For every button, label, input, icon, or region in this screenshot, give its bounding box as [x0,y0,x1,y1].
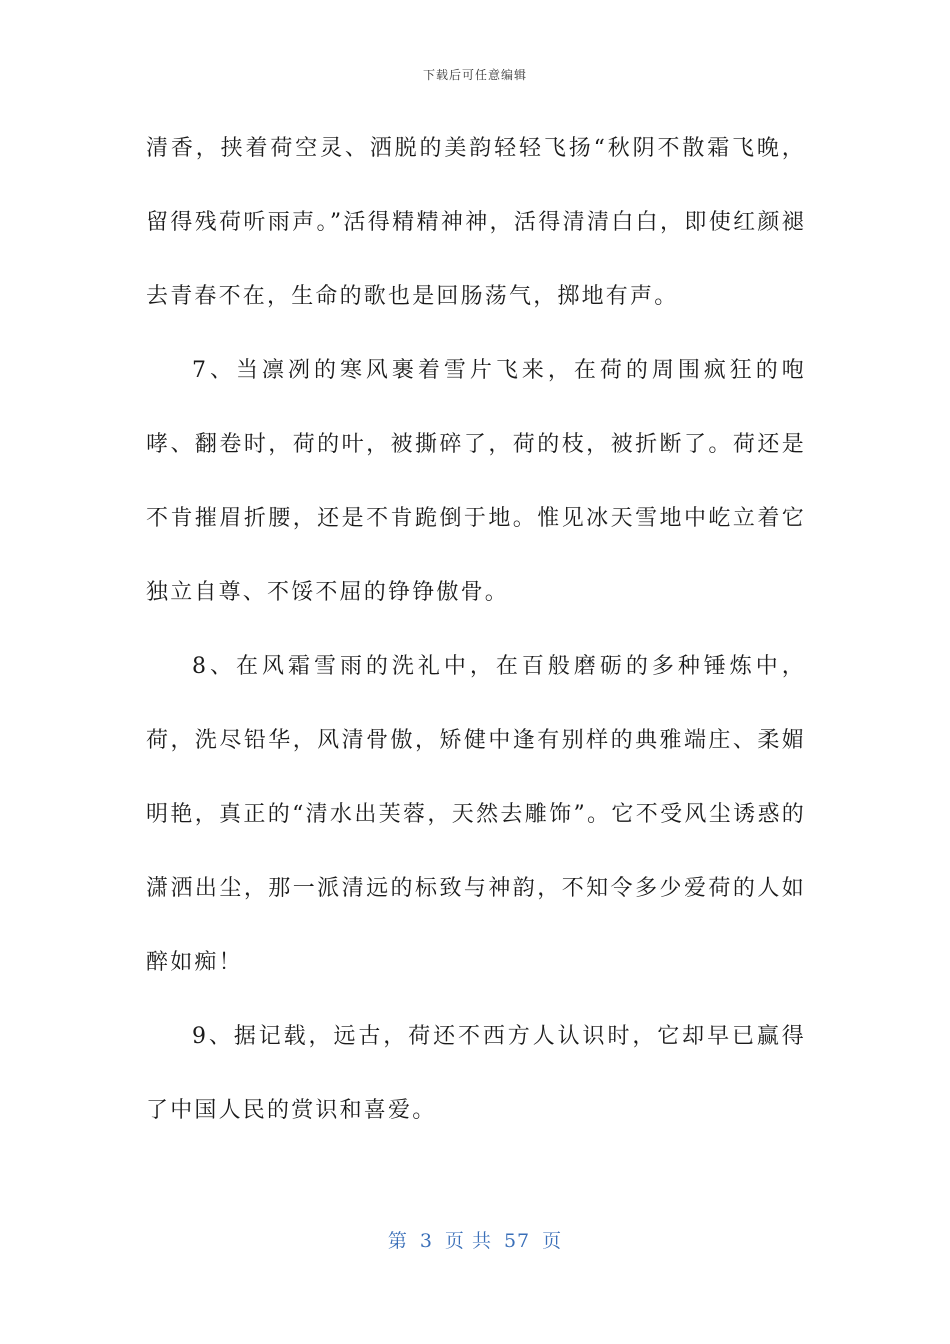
footer-total-pages: 57 [503,1230,531,1252]
page-footer [0,1226,950,1253]
footer-middle: 页 共 [444,1230,492,1252]
page-header: 下载后可任意编辑 [422,68,527,82]
paragraph-9: 9、据记载，远古，荷还不西方人认识时，它却早已赢得了中国人民的赏识和喜爱。 [146,1024,806,1123]
paragraph-7: 7、当凛冽的寒风裹着雪片飞来，在荷的周围疯狂的咆哮、翻卷时，荷的叶，被撕碎了，荷的枝，被折断了。荷还是不肯摧眉折腰，还是不肯跪倒于地。惟见冰天雪地中屹立着它独立自尊、不馁不屈的铮铮傲骨。 [146,358,806,605]
footer-suffix: 页 [542,1230,563,1252]
document-body [146,112,806,1148]
footer-prefix: 第 [387,1230,408,1252]
footer-page-number: 3 [419,1230,433,1252]
paragraph-8: 8、在风霜雪雨的洗礼中，在百般磨砺的多种锤炼中，荷，洗尽铅华，风清骨傲，矫健中逢有别样的典雅端庄、柔媚明艳，真正的“清水出芙蓉，天然去雕饰”。它不受风尘诱惑的潇洒出尘，那一派清远的标致与神韵，不知令多少爱荷的人如醉如痴！ [146,654,806,975]
paragraph-continuation: 清香，挟着荷空灵、洒脱的美韵轻轻飞扬“秋阴不散霜飞晚，留得残荷听雨声。”活得精精神神，活得清清白白，即使红颜褪去青春不在，生命的歌也是回肠荡气，掷地有声。 [146,136,806,309]
